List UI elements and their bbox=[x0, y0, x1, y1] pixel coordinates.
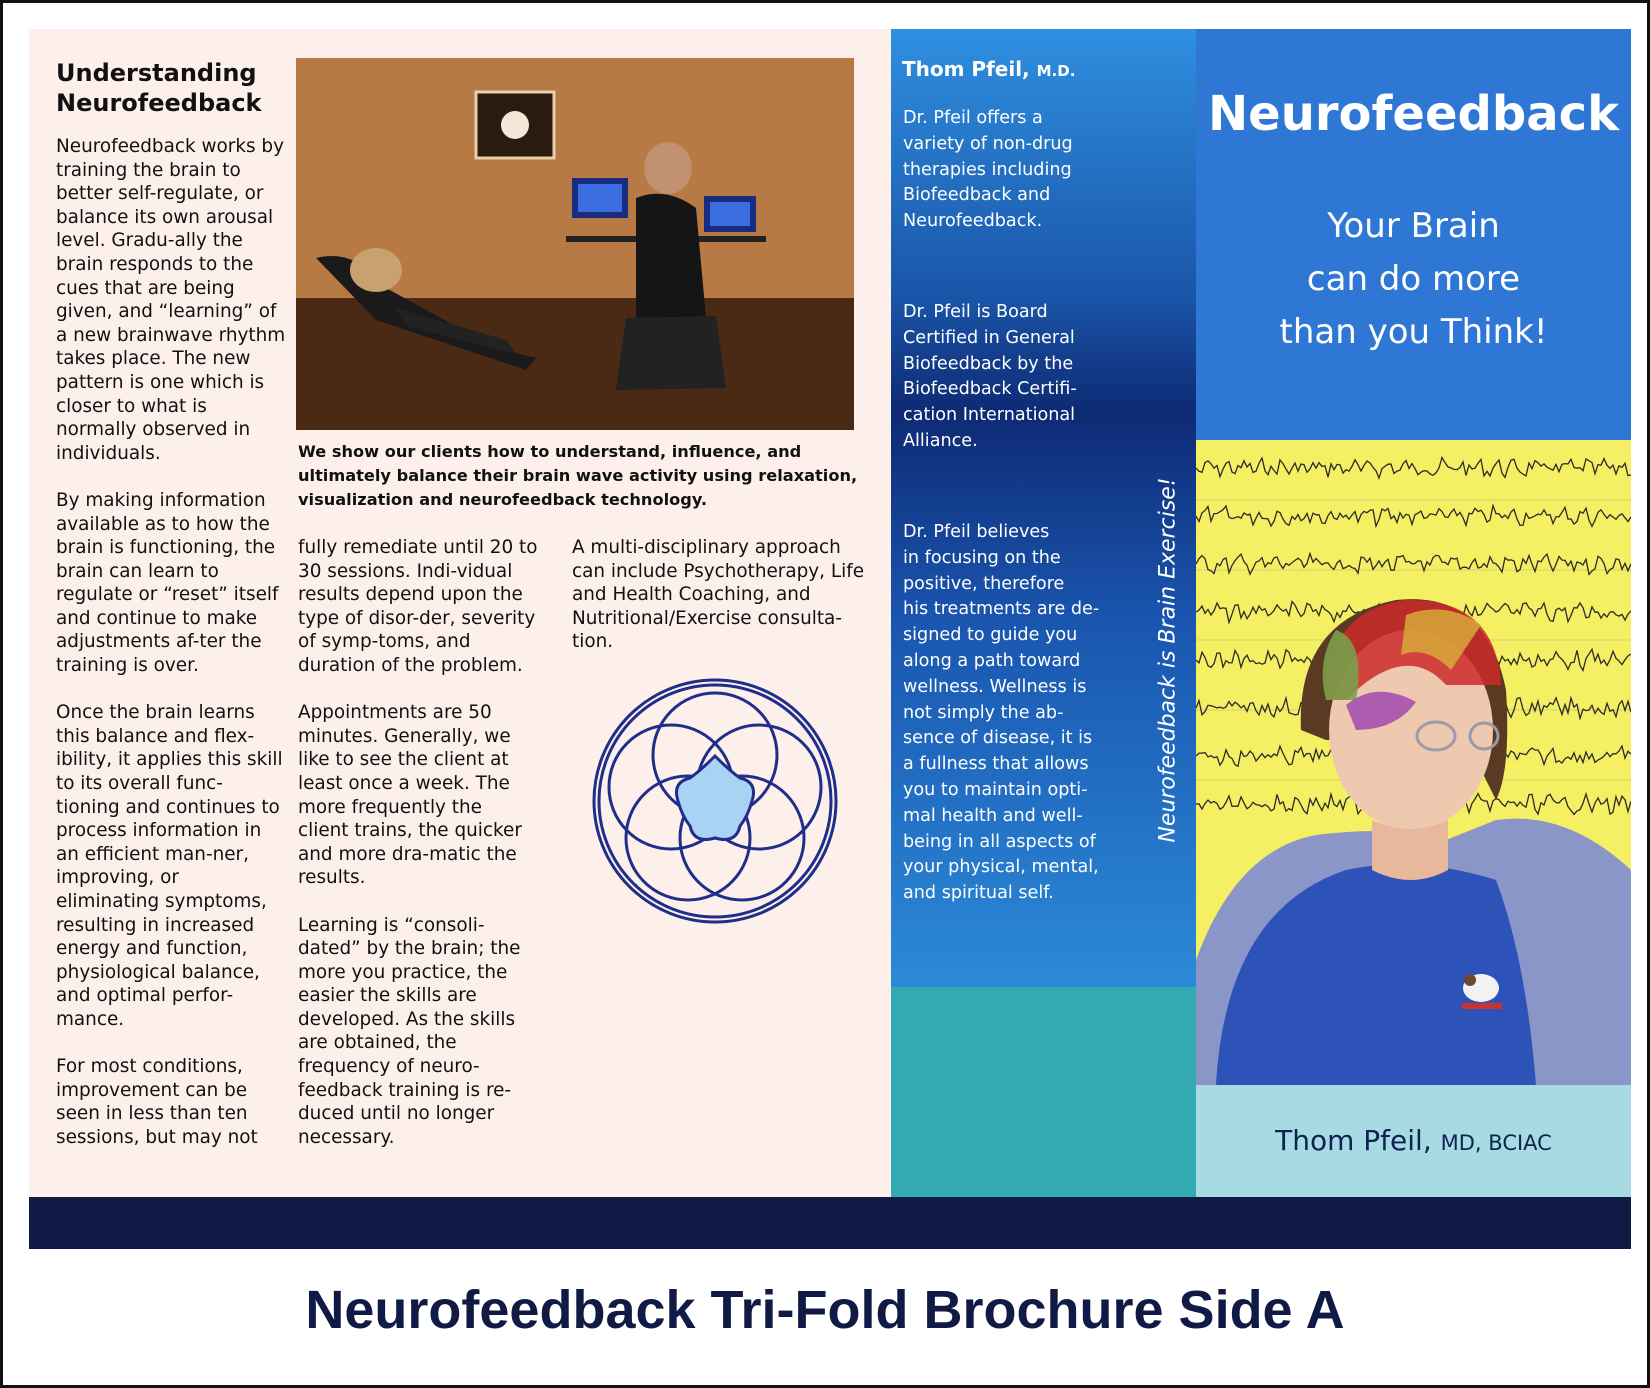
doctor-credential: M.D. bbox=[1036, 62, 1076, 80]
paragraph: By making information available as to how the brain is functioning, the brain can learn to regulate or “reset” itself and continue to make adjustments af-ter the training is over. bbox=[56, 489, 279, 677]
text-column-1 bbox=[56, 135, 286, 1173]
bio-paragraph-2: Dr. Pfeil is Board Certified in General Biofeedback by the Biofeedback Certifi- cation International Alliance. bbox=[903, 302, 1077, 451]
cover-author-name: Thom Pfeil, bbox=[1275, 1124, 1432, 1157]
photo-caption: We show our clients how to understand, influence, and ultimately balance their brain wave activity using relaxation, visualization and neurofeedback technology. bbox=[298, 442, 858, 509]
doctor-name bbox=[902, 56, 1075, 84]
section-heading: Understanding Neurofeedback bbox=[56, 59, 262, 117]
page-title: Neurofeedback Tri-Fold Brochure Side A bbox=[305, 1280, 1345, 1340]
bio-paragraph-1: Dr. Pfeil offers a variety of non-drug therapies including Biofeedback and Neurofeedback. bbox=[903, 108, 1073, 232]
clinic-photo bbox=[296, 58, 854, 430]
lotus-circle-logo-icon bbox=[590, 676, 840, 926]
text-column-3 bbox=[572, 536, 872, 678]
paragraph: fully remediate until 20 to 30 sessions. Indi-vidual results depend upon the type of disor-der, severity of symp-toms, and duration of the problem. bbox=[298, 537, 538, 676]
vertical-slogan-text: Neurofeedback is Brain Exercise! bbox=[1155, 477, 1181, 843]
cover-title: Neurofeedback bbox=[1207, 86, 1620, 142]
paragraph: A multi-disciplinary approach can include Psychotherapy, Life and Health Coaching, and Nutritional/Exercise consulta-tion. bbox=[572, 537, 865, 653]
eeg-portrait-image bbox=[1196, 440, 1631, 1085]
teal-block bbox=[891, 987, 1196, 1197]
doctor-name-text: Thom Pfeil, bbox=[902, 57, 1030, 81]
paragraph: Once the brain learns this balance and flex-ibility, it applies this skill to its overall func-tioning and continues to process information in an efficient man-ner, improving, or eliminating symptoms, resulting in increased energy and function, physiological balance, and optimal perfor-mance. bbox=[56, 702, 283, 1030]
bio-paragraph-3: Dr. Pfeil believes in focusing on the positive, therefore his treatments are de- signed to guide you along a path toward wellness. Wellness is not simply the ab- sence of disease, it is a fullness that allows you to maintain opti- mal health and well- being in all aspects of your physical, mental, and spiritual self. bbox=[903, 522, 1100, 904]
text-column-2 bbox=[298, 536, 538, 1173]
paragraph: Appointments are 50 minutes. Generally, we like to see the client at least once a week. The more frequently the client trains, the quicker and more dra-matic the results. bbox=[298, 702, 522, 889]
paragraph: For most conditions, improvement can be seen in less than ten sessions, but may not bbox=[56, 1056, 258, 1148]
paragraph: Neurofeedback works by training the brain to better self-regulate, or balance its own arousal level. Gradu-ally the brain responds to the cues that are being given, and “learning” of a new brainwave rhythm takes place. The new pattern is one which is closer to what is normally observed in individuals. bbox=[56, 136, 286, 464]
clinic-photo-drawing bbox=[296, 58, 854, 430]
cover-tagline: Your Brain can do more than you Think! bbox=[1279, 206, 1548, 352]
cover-author bbox=[1196, 1124, 1631, 1157]
cover-author-credential: MD, BCIAC bbox=[1440, 1131, 1552, 1155]
footer-bar bbox=[29, 1197, 1631, 1249]
eeg-waves-drawing bbox=[1196, 440, 1631, 1085]
paragraph: Learning is “consoli-dated” by the brain; the more you practice, the easier the skills are developed. As the skills are obtained, the frequency of neuro-feedback training is re-duced until no longer necessary. bbox=[298, 914, 521, 1148]
